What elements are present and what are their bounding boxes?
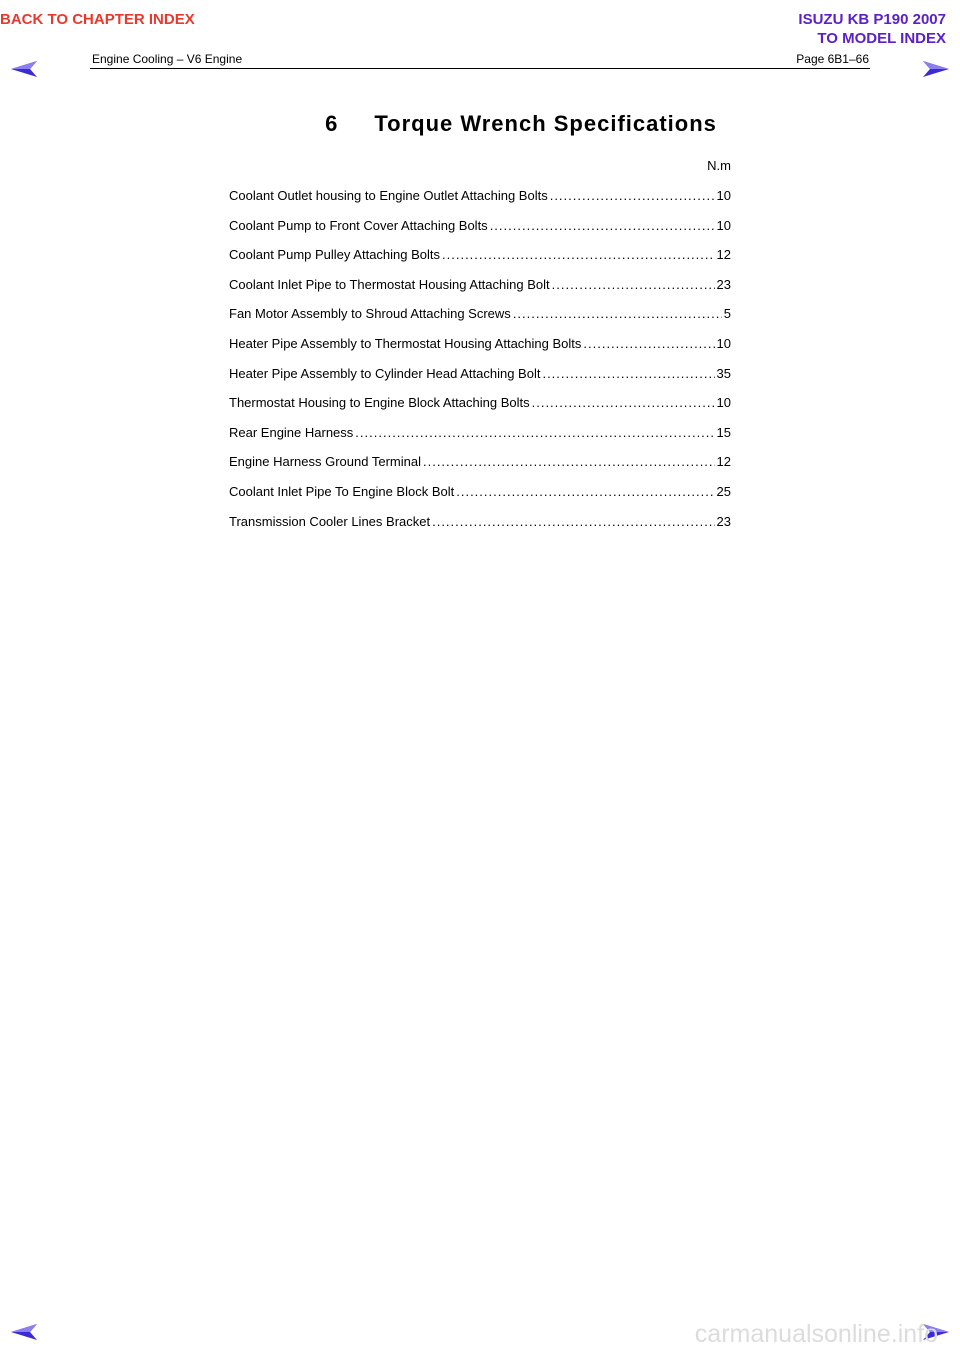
section-title: Torque Wrench Specifications bbox=[374, 111, 717, 136]
spec-row bbox=[229, 276, 731, 306]
arrow-left-icon[interactable] bbox=[10, 1322, 38, 1342]
spec-value: 12 bbox=[716, 247, 731, 263]
spec-label: Thermostat Housing to Engine Block Attaching Bolts bbox=[229, 395, 530, 411]
spec-value: 10 bbox=[716, 335, 731, 351]
header-page-number: Page 6B1–66 bbox=[796, 52, 869, 66]
model-title-link[interactable]: ISUZU KB P190 2007 bbox=[798, 11, 946, 28]
spec-row bbox=[229, 246, 731, 276]
leader-dots bbox=[355, 424, 714, 442]
leader-dots bbox=[442, 246, 715, 264]
header-divider bbox=[90, 68, 870, 69]
spec-value: 35 bbox=[716, 365, 731, 381]
spec-label: Coolant Pump to Front Cover Attaching Bolts bbox=[229, 217, 488, 233]
leader-dots bbox=[532, 394, 715, 412]
spec-value: 10 bbox=[716, 217, 731, 233]
spec-label: Rear Engine Harness bbox=[229, 424, 354, 440]
spec-row bbox=[229, 394, 731, 424]
spec-label: Transmission Cooler Lines Bracket bbox=[229, 513, 431, 529]
spec-label: Heater Pipe Assembly to Cylinder Head Attaching Bolt bbox=[229, 365, 541, 381]
to-model-index-link[interactable]: TO MODEL INDEX bbox=[817, 30, 946, 47]
spec-value: 5 bbox=[723, 306, 731, 322]
leader-dots bbox=[550, 187, 715, 205]
spec-value: 10 bbox=[716, 188, 731, 203]
unit-label: N.m bbox=[707, 158, 731, 173]
leader-dots bbox=[456, 483, 714, 501]
spec-value: 12 bbox=[716, 454, 731, 470]
leader-dots bbox=[552, 276, 715, 294]
leader-dots bbox=[490, 217, 715, 235]
leader-dots bbox=[513, 305, 722, 323]
spec-row bbox=[229, 217, 731, 247]
spec-label: Coolant Pump Pulley Attaching Bolts bbox=[229, 247, 441, 263]
leader-dots bbox=[583, 335, 714, 353]
spec-row bbox=[229, 335, 731, 365]
spec-value: 10 bbox=[716, 395, 731, 411]
spec-row bbox=[229, 483, 731, 513]
spec-row bbox=[229, 513, 731, 543]
spec-value: 25 bbox=[716, 483, 731, 499]
spec-value: 23 bbox=[716, 276, 731, 292]
spec-label: Coolant Inlet Pipe To Engine Block Bolt bbox=[229, 483, 455, 499]
spec-label: Heater Pipe Assembly to Thermostat Housing Attaching Bolts bbox=[229, 335, 582, 351]
spec-row bbox=[229, 453, 731, 483]
section-number: 6 bbox=[325, 111, 339, 136]
spec-label: Engine Harness Ground Terminal bbox=[229, 454, 421, 470]
spec-row bbox=[229, 424, 731, 454]
torque-spec-list bbox=[229, 187, 731, 542]
spec-label: Coolant Inlet Pipe to Thermostat Housing Attaching Bolt bbox=[229, 276, 550, 292]
spec-row bbox=[229, 305, 731, 335]
leader-dots bbox=[432, 513, 714, 531]
spec-value: 23 bbox=[716, 513, 731, 529]
header-chapter-title: Engine Cooling – V6 Engine bbox=[92, 52, 243, 66]
leader-dots bbox=[542, 365, 714, 383]
spec-label: Coolant Outlet housing to Engine Outlet Attaching Bolts bbox=[229, 188, 548, 203]
spec-row bbox=[229, 365, 731, 395]
watermark: carmanualsonline.info bbox=[694, 1320, 938, 1348]
spec-value: 15 bbox=[716, 424, 731, 440]
arrow-left-icon[interactable] bbox=[10, 59, 38, 79]
section-heading bbox=[0, 110, 960, 138]
spec-label: Fan Motor Assembly to Shroud Attaching Screws bbox=[229, 306, 511, 322]
back-to-chapter-index-link[interactable]: BACK TO CHAPTER INDEX bbox=[0, 11, 195, 28]
arrow-right-icon[interactable] bbox=[922, 59, 950, 79]
leader-dots bbox=[423, 453, 715, 471]
spec-row bbox=[229, 187, 731, 217]
